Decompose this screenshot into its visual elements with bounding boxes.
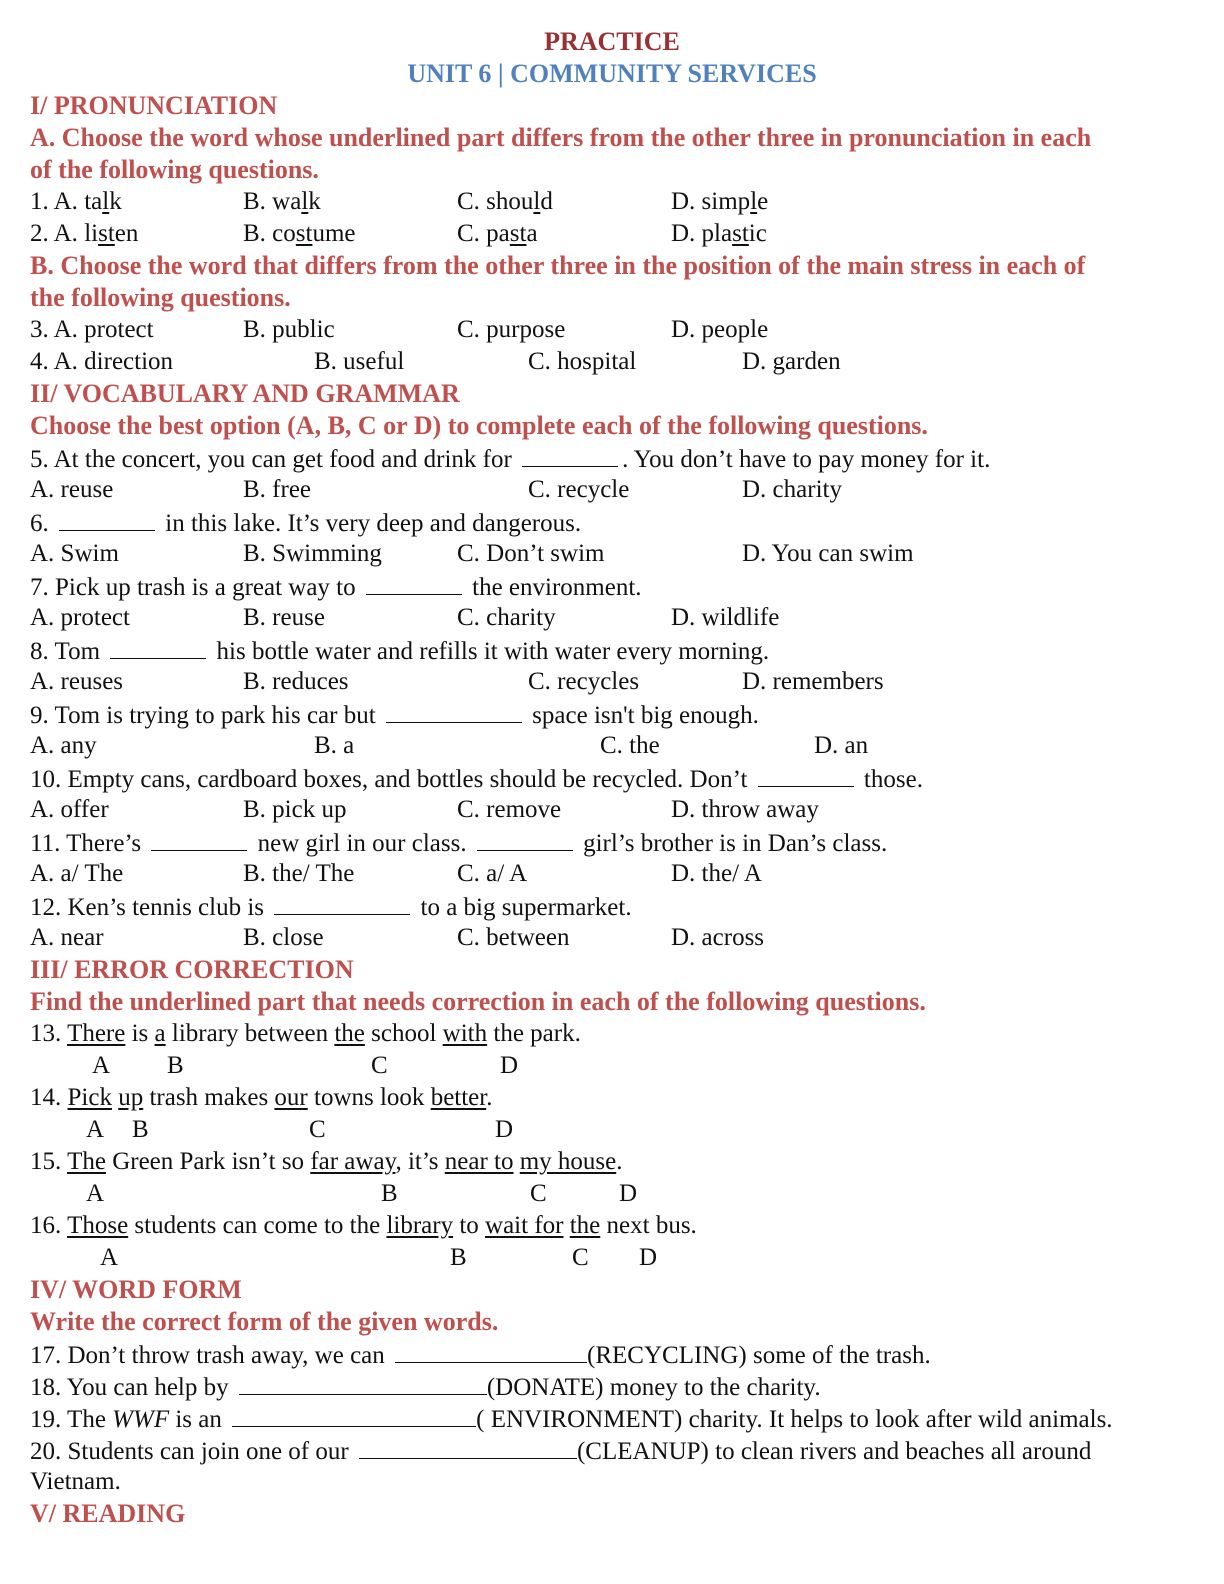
option-c: C. should [457,188,553,215]
option-c: C. a/ A [457,860,528,887]
page-title: PRACTICE [544,27,680,56]
option-d: D. the/ A [671,860,762,887]
option-c: C. pasta [457,220,538,247]
option-a: 3. A. protect [30,316,154,343]
letter-a: A [92,1052,111,1079]
option-b: B. reuse [243,604,325,631]
instruction-b-line1: B. Choose the word that differs from the other three in the position of the main stress in each of [30,251,1086,280]
option-d: D. an [814,732,869,759]
option-b: B. reduces [243,668,349,695]
option-d: D. charity [742,476,842,503]
section-heading-word-form: IV/ WORD FORM [30,1275,242,1304]
instruction-a-line2: of the following questions. [30,155,319,184]
answer-blank[interactable] [395,1338,587,1363]
question-6: 6. in this lake. It’s very deep and dangerous. [30,506,1210,538]
option-d: D. You can swim [742,540,914,567]
option-b: B. a [314,732,355,759]
option-b: B. pick up [243,796,347,823]
instruction-b-line2: the following questions. [30,283,291,312]
option-b: B. costume [243,220,356,247]
options-10 [30,794,1210,826]
option-a: 4. A. direction [30,348,174,375]
letter-b: B [167,1052,184,1079]
option-d: D. simple [671,188,769,215]
option-b: B. public [243,316,335,343]
instruction-word-form: Write the correct form of the given words. [30,1307,499,1336]
option-c: C. Don’t swim [457,540,605,567]
question-1 [30,186,1210,218]
letter-c: C [371,1052,388,1079]
option-c: C. recycle [528,476,630,503]
option-a: A. Swim [30,540,119,567]
question-14: 14. Pick up trash makes our towns look better. [30,1084,493,1111]
question-20-continued: Vietnam. [30,1468,121,1495]
option-b: B. Swimming [243,540,382,567]
question-16: 16. Those students can come to the library to wait for the next bus. [30,1212,697,1239]
answer-blank[interactable] [239,1370,487,1395]
answer-blank[interactable] [151,826,247,851]
letter-d: D [619,1180,638,1207]
options-5 [30,474,1210,506]
letter-b: B [132,1116,149,1143]
option-c: C. charity [457,604,556,631]
letter-c: C [572,1244,589,1271]
option-d: D. garden [742,348,841,375]
option-c: C. hospital [528,348,637,375]
option-a: 1. A. talk [30,188,122,215]
option-a: A. any [30,732,97,759]
answer-blank[interactable] [110,634,206,659]
answer-blank[interactable] [758,762,854,787]
question-17: 17. Don’t throw trash away, we can (RECYCLING) some of the trash. [30,1338,1210,1370]
page-subtitle: UNIT 6 | COMMUNITY SERVICES [407,59,817,88]
question-2 [30,218,1210,250]
option-a: A. offer [30,796,109,823]
option-c: C. purpose [457,316,566,343]
option-c: C. the [600,732,660,759]
letter-a: A [100,1244,119,1271]
question-12: 12. Ken’s tennis club is to a big supermarket. [30,890,1210,922]
letter-c: C [309,1116,326,1143]
letters-16 [30,1242,1210,1274]
option-b: B. walk [243,188,321,215]
letter-d: D [495,1116,514,1143]
instruction-a-line1: A. Choose the word whose underlined part differs from the other three in pronunciation in each [30,123,1092,152]
options-6 [30,538,1210,570]
option-a: A. near [30,924,104,951]
section-heading-vocabulary: II/ VOCABULARY AND GRAMMAR [30,379,460,408]
answer-blank[interactable] [59,506,155,531]
section-heading-reading: V/ READING [30,1499,186,1528]
letter-a: A [86,1116,105,1143]
option-d: D. across [671,924,765,951]
question-5: 5. At the concert, you can get food and drink for . You don’t have to pay money for it. [30,442,1210,474]
option-d: D. wildlife [671,604,780,631]
option-a: A. reuse [30,476,114,503]
answer-blank[interactable] [522,442,618,467]
letters-14 [30,1114,1210,1146]
option-a: A. protect [30,604,130,631]
option-a: A. a/ The [30,860,124,887]
question-10: 10. Empty cans, cardboard boxes, and bottles should be recycled. Don’t those. [30,762,1210,794]
answer-blank[interactable] [386,698,522,723]
option-a: A. reuses [30,668,124,695]
question-18: 18. You can help by (DONATE) money to the charity. [30,1370,1210,1402]
option-b: B. close [243,924,324,951]
answer-blank[interactable] [232,1402,476,1427]
option-c: C. remove [457,796,562,823]
question-13: 13. There is a library between the school with the park. [30,1020,581,1047]
question-20: 20. Students can join one of our (CLEANUP) to clean rivers and beaches all around [30,1434,1210,1466]
question-7: 7. Pick up trash is a great way to the environment. [30,570,1210,602]
answer-blank[interactable] [477,826,573,851]
instruction-error-correction: Find the underlined part that needs correction in each of the following questions. [30,987,926,1016]
option-a: 2. A. listen [30,220,139,247]
question-19: 19. The WWF is an ( ENVIRONMENT) charity. It helps to look after wild animals. [30,1402,1210,1434]
question-11: 11. There’s new girl in our class. girl’s brother is in Dan’s class. [30,826,1210,858]
letters-13 [30,1050,1210,1082]
option-c: C. recycles [528,668,640,695]
option-b: B. useful [314,348,405,375]
letters-15 [30,1178,1210,1210]
option-b: B. the/ The [243,860,355,887]
letter-b: B [381,1180,398,1207]
letter-b: B [450,1244,467,1271]
question-15: 15. The Green Park isn’t so far away, it’s near to my house. [30,1148,623,1175]
section-heading-pronunciation: I/ PRONUNCIATION [30,91,278,120]
options-11 [30,858,1210,890]
question-8: 8. Tom his bottle water and refills it with water every morning. [30,634,1210,666]
letter-d: D [500,1052,519,1079]
option-d: D. plastic [671,220,767,247]
worksheet-page [30,26,1210,1530]
answer-blank[interactable] [366,570,462,595]
letter-c: C [530,1180,547,1207]
question-4 [30,346,1210,378]
option-c: C. between [457,924,570,951]
options-12 [30,922,1210,954]
option-d: D. throw away [671,796,819,823]
section-heading-error-correction: III/ ERROR CORRECTION [30,955,354,984]
question-3 [30,314,1210,346]
answer-blank[interactable] [274,890,410,915]
letter-a: A [86,1180,105,1207]
option-d: D. people [671,316,769,343]
answer-blank[interactable] [359,1434,577,1459]
options-8 [30,666,1210,698]
question-9: 9. Tom is trying to park his car but space isn't big enough. [30,698,1210,730]
instruction-vocabulary: Choose the best option (A, B, C or D) to complete each of the following questions. [30,411,928,440]
options-7 [30,602,1210,634]
letter-d: D [639,1244,658,1271]
option-b: B. free [243,476,312,503]
options-9 [30,730,1210,762]
option-d: D. remembers [742,668,884,695]
